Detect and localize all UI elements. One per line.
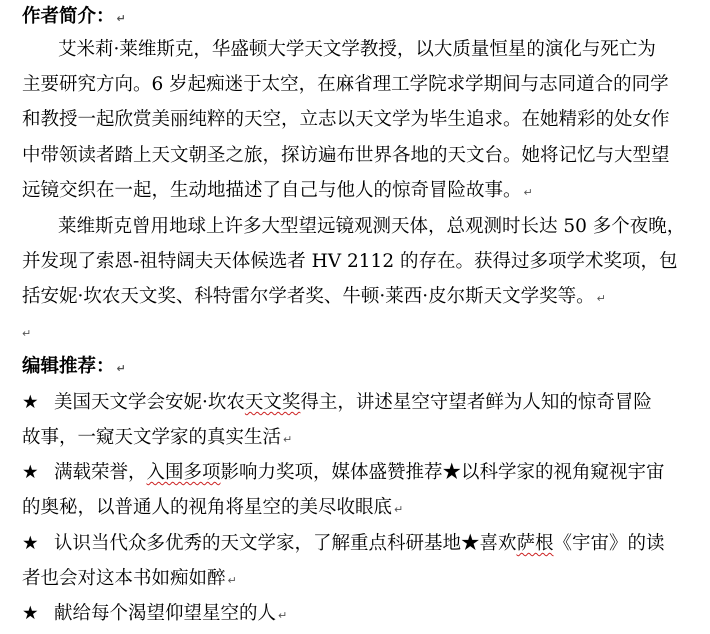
author-intro-heading: 作者简介： ↵ — [22, 6, 126, 27]
spellcheck-underline: 入围多项 — [146, 462, 221, 483]
rec-item-2-line-1: ★ 满载荣誉，入围多项影响力奖项，媒体盛赞推荐★以科学家的视角窥视宇宙 — [22, 462, 665, 483]
star-bullet-icon: ★ — [22, 603, 39, 624]
paragraph-mark: ↵ — [278, 609, 288, 622]
rec-item-1-line-1: ★ 美国天文学会安妮·坎农天文奖得主，讲述星空守望者鲜为人知的惊奇冒险 — [22, 392, 652, 413]
editor-rec-heading: 编辑推荐： ↵ — [22, 356, 126, 377]
author-intro-p1-line-5: 远镜交织在一起，生动地描述了自己与他人的惊奇冒险故事。 ↵ — [22, 180, 533, 201]
author-intro-p1-line-4: 中带领读者踏上天文朝圣之旅，探访遍布世界各地的天文台。她将记忆与大型望 — [22, 145, 670, 166]
rec-item-2-line-2: 的奥秘，以普通人的视角将星空的美尽收眼底 ↵ — [22, 497, 404, 518]
paragraph-mark: ↵ — [523, 186, 533, 199]
paragraph-mark: ↵ — [116, 362, 126, 375]
paragraph-mark: ↵ — [283, 433, 293, 446]
rec-item-3-line-1: ★ 认识当代众多优秀的天文学家，了解重点科研基地★喜欢萨根《宇宙》的读 — [22, 533, 665, 554]
star-bullet-icon: ★ — [22, 392, 39, 413]
paragraph-mark: ↵ — [227, 574, 237, 587]
author-intro-p2-line-2: 并发现了索恩-祖特阔夫天体候选者 HV 2112 的存在。获得过多项学术奖项，包 — [22, 251, 678, 272]
spellcheck-underline: 萨根 — [516, 533, 554, 554]
paragraph-mark: ↵ — [596, 292, 606, 305]
star-bullet-icon: ★ — [22, 533, 39, 554]
rec-item-1-line-2: 故事，一窥天文学家的真实生活 ↵ — [22, 427, 293, 448]
rec-item-4: ★ 献给每个渴望仰望星空的人 ↵ — [22, 603, 288, 624]
spellcheck-underline: 天文奖 — [244, 392, 301, 413]
author-intro-p1-line-3: 和教授一起欣赏美丽纯粹的天空，立志以天文学为毕生追求。在她精彩的处女作 — [22, 109, 670, 130]
author-intro-p2-line-1: 莱维斯克曾用地球上许多大型望远镜观测天体，总观测时长达 50 多个夜晚， — [58, 216, 686, 237]
author-intro-p1-line-2: 主要研究方向。6 岁起痴迷于太空，在麻省理工学院求学期间与志同道合的同学 — [22, 74, 669, 95]
paragraph-mark: ↵ — [394, 503, 404, 516]
rec-item-3-line-2: 者也会对这本书如痴如醉 ↵ — [22, 568, 237, 589]
paragraph-mark: ↵ — [22, 327, 32, 340]
empty-paragraph — [22, 320, 31, 346]
author-intro-p2-line-3: 括安妮·坎农天文奖、科特雷尔学者奖、牛顿·莱西·皮尔斯天文学奖等。 ↵ — [22, 286, 606, 307]
paragraph-mark: ↵ — [116, 12, 126, 25]
star-bullet-icon: ★ — [22, 462, 39, 483]
author-intro-p1-line-1: 艾米莉·莱维斯克，华盛顿大学天文学教授，以大质量恒星的演化与死亡为 — [58, 39, 656, 60]
